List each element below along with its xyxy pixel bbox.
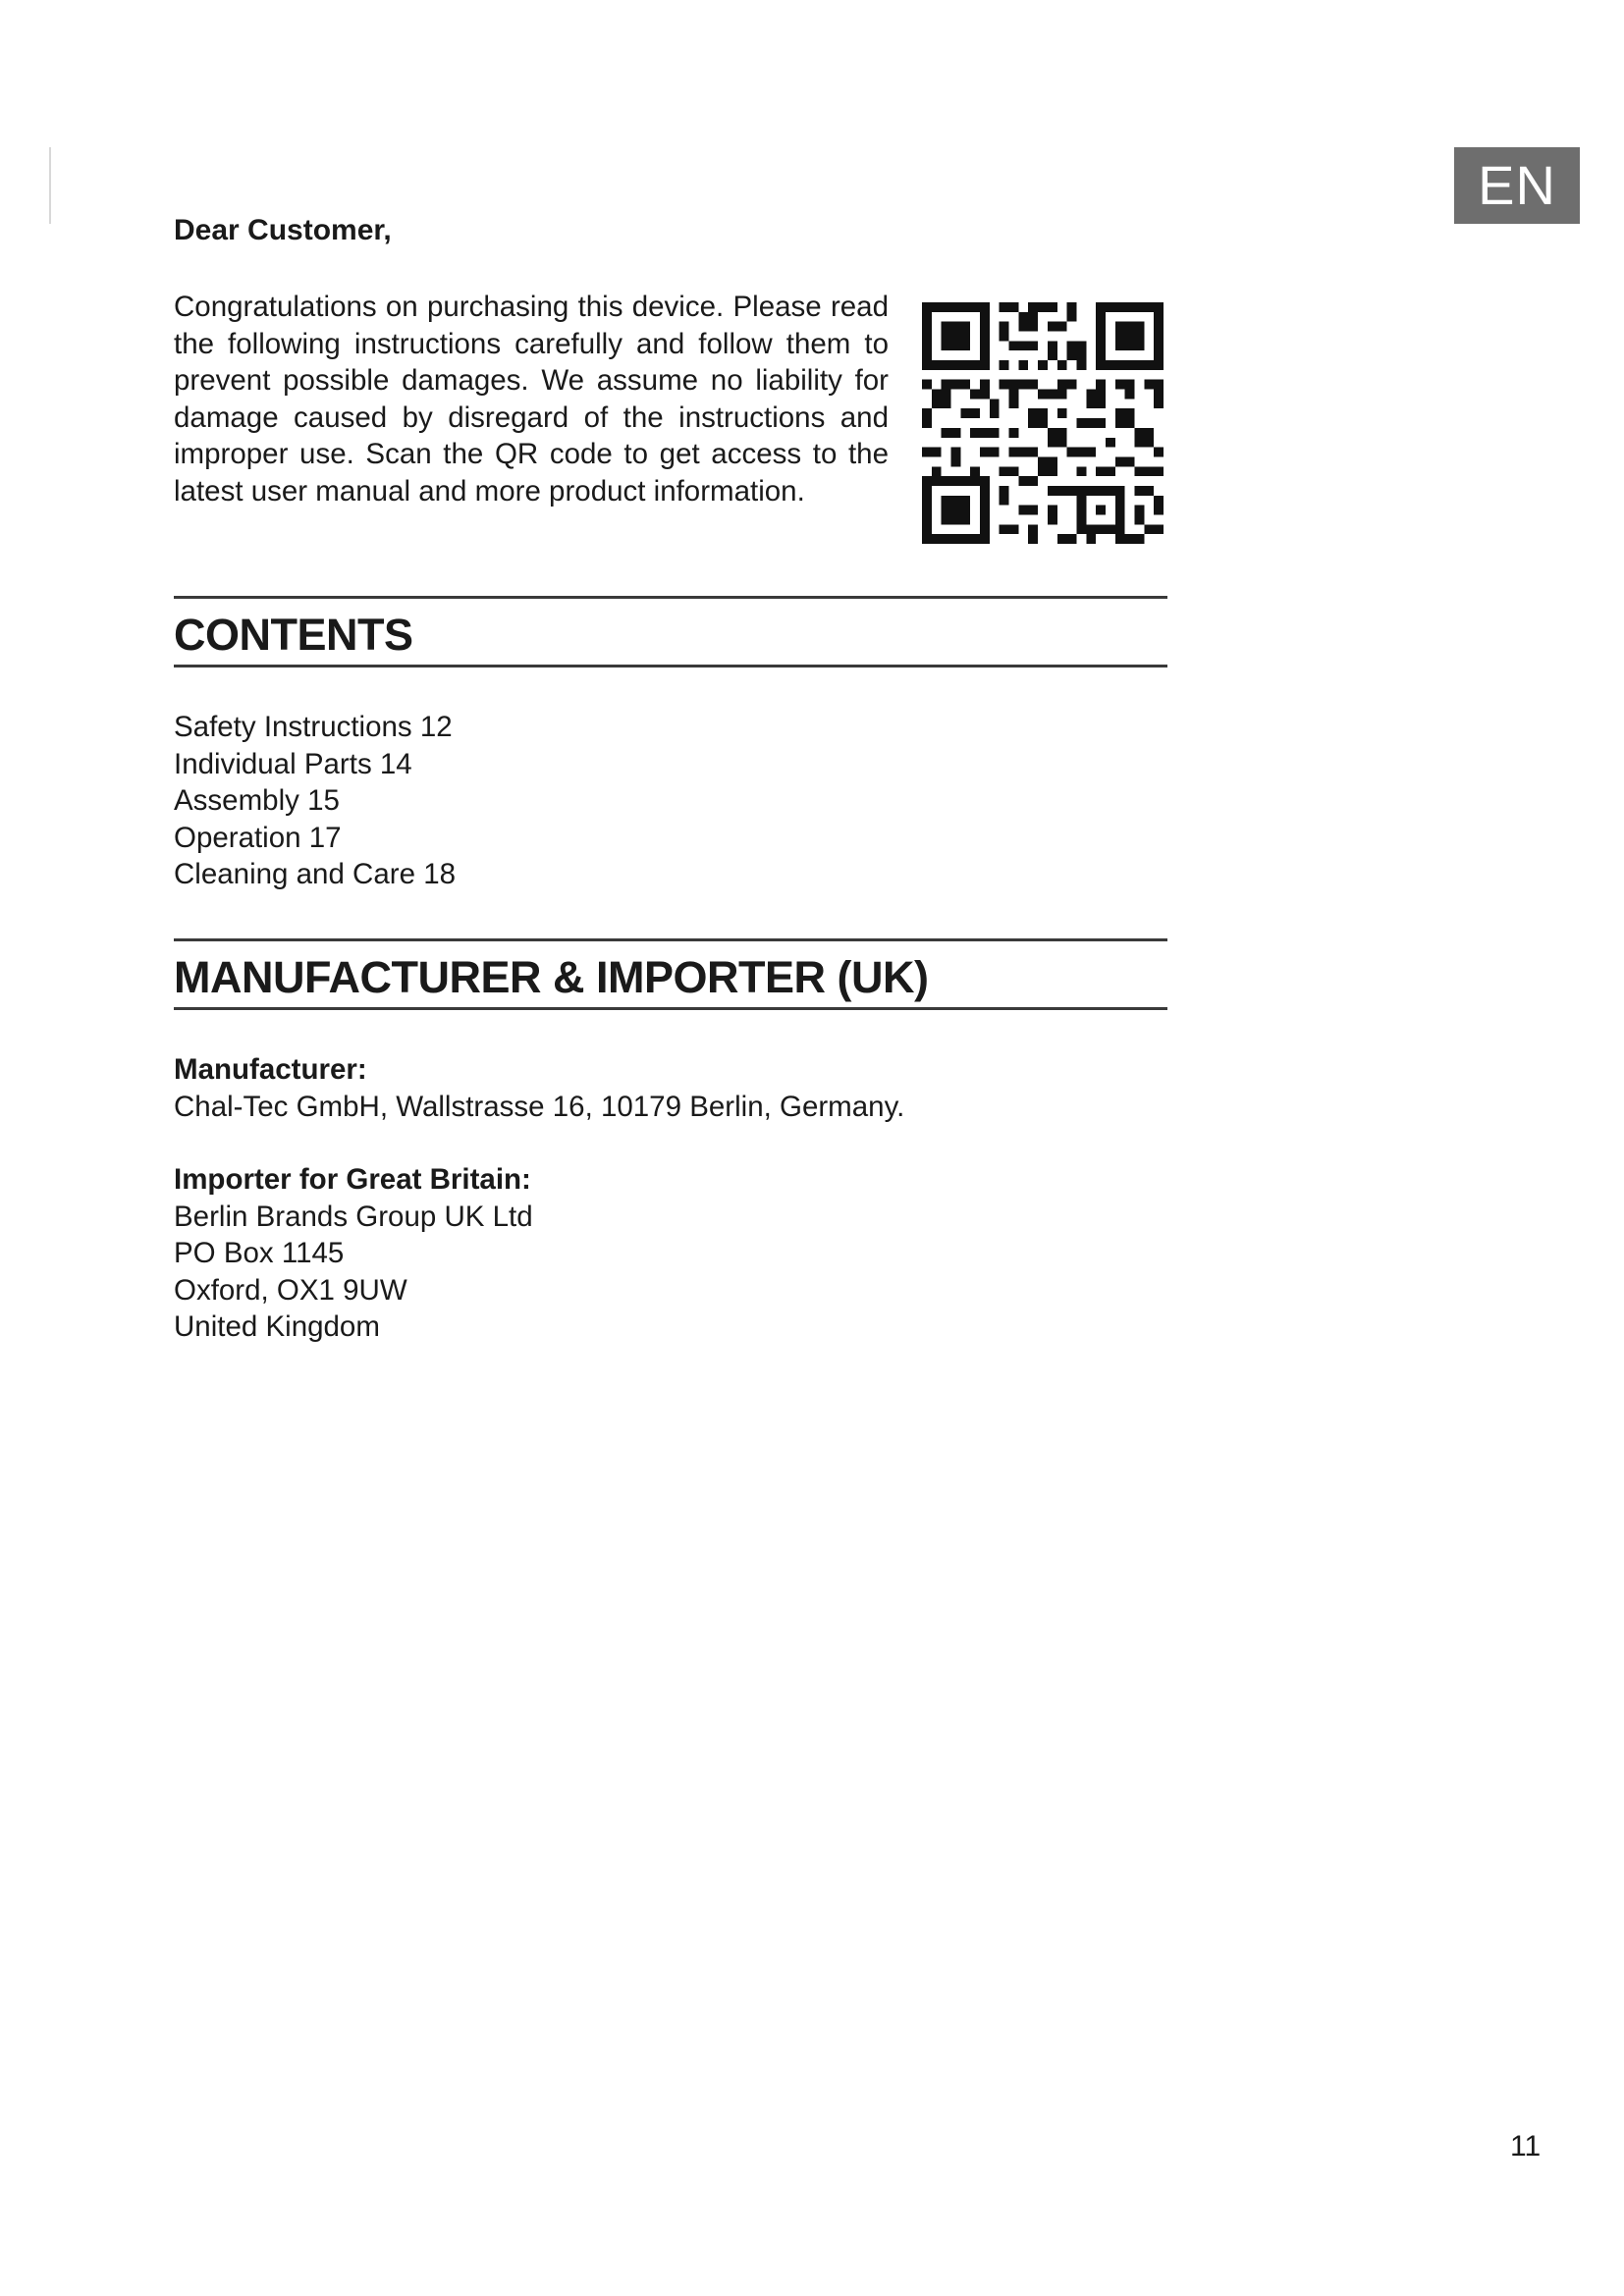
manufacturer-heading: MANUFACTURER & IMPORTER (UK) bbox=[174, 952, 929, 1002]
contents-item: Individual Parts 14 bbox=[174, 747, 412, 780]
importer-block bbox=[174, 1161, 533, 1346]
contents-item: Assembly 15 bbox=[174, 784, 340, 817]
contents-heading: CONTENTS bbox=[174, 610, 413, 660]
qr-code[interactable] bbox=[922, 300, 1164, 546]
language-badge: EN bbox=[1454, 147, 1580, 224]
greeting: Dear Customer, bbox=[174, 214, 392, 246]
page-number: 11 bbox=[1510, 2130, 1542, 2163]
manufacturer-bottom-rule bbox=[174, 1007, 1167, 1010]
contents-list bbox=[174, 709, 456, 893]
manufacturer-block bbox=[174, 1051, 904, 1125]
manufacturer-top-rule bbox=[174, 938, 1167, 941]
importer-line: United Kingdom bbox=[174, 1310, 380, 1343]
intro-paragraph: Congratulations on purchasing this device. Please read the following instructions carefully and follow them to prevent possible damages. We assume no liability for damage caused by disregard of the instructions and improper use. Scan the QR code to get access to the latest user manual and more product information. bbox=[174, 291, 889, 507]
contents-item: Cleaning and Care 18 bbox=[174, 858, 457, 890]
importer-line: Berlin Brands Group UK Ltd bbox=[174, 1200, 533, 1233]
contents-item: Safety Instructions 12 bbox=[174, 711, 453, 743]
contents-item: Operation 17 bbox=[174, 821, 342, 854]
manufacturer-address: Chal-Tec GmbH, Wallstrasse 16, 10179 Berlin, Germany. bbox=[174, 1090, 905, 1123]
margin-line bbox=[49, 147, 51, 224]
importer-label: Importer for Great Britain: bbox=[174, 1163, 531, 1196]
importer-line: PO Box 1145 bbox=[174, 1237, 345, 1269]
importer-line: Oxford, OX1 9UW bbox=[174, 1273, 407, 1307]
contents-top-rule bbox=[174, 596, 1167, 599]
contents-bottom-rule bbox=[174, 665, 1167, 667]
manufacturer-label: Manufacturer: bbox=[174, 1053, 367, 1086]
